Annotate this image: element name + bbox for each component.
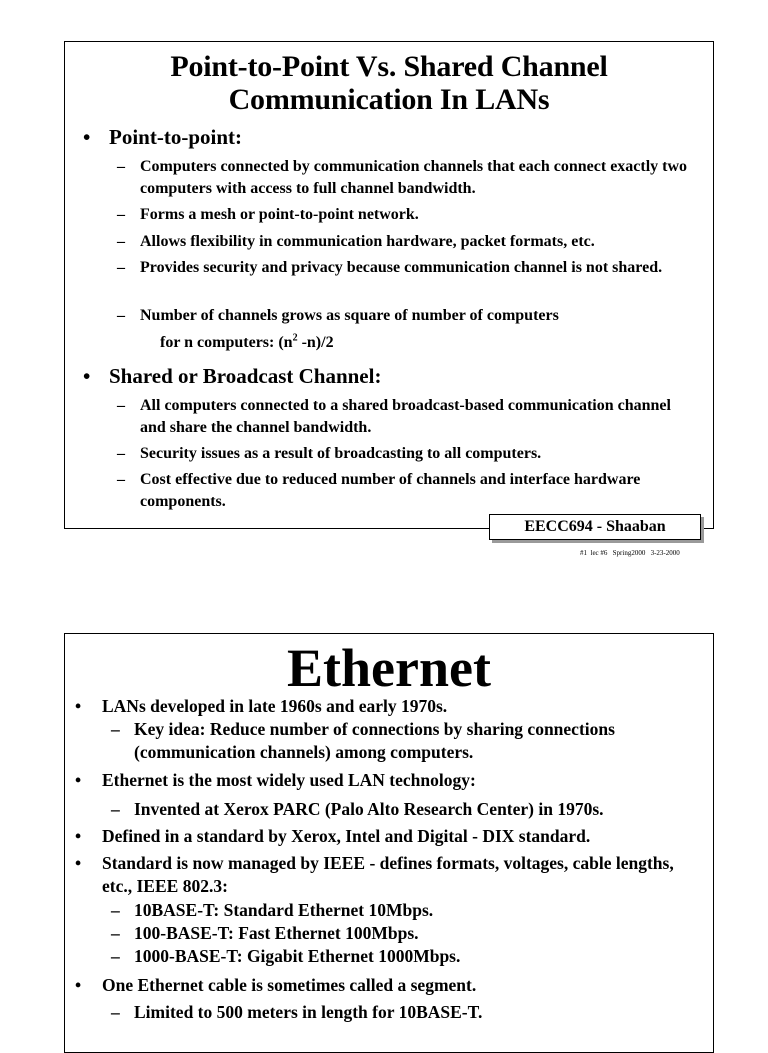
dash-icon: – (111, 1002, 120, 1022)
course-tag: EECC694 - Shaaban (489, 514, 701, 540)
bullet-heading: Shared or Broadcast Channel: (109, 364, 382, 388)
list-item-text: 1000-BASE-T: Gigabit Ethernet 1000Mbps. (134, 946, 461, 966)
formula-exponent: 2 (292, 332, 298, 344)
list-item-text: Limited to 500 meters in length for 10BASE-T. (134, 1002, 483, 1022)
list-item (117, 257, 697, 279)
slide-point-to-point-vs-shared (64, 41, 714, 535)
list-item (111, 922, 701, 945)
list-item-text: All computers connected to a shared broadcast-based communication channel and share the channel bandwidth. (140, 397, 671, 436)
list-item (117, 231, 697, 253)
list-item (75, 974, 695, 997)
dash-icon: – (117, 471, 125, 488)
dash-icon: – (111, 900, 120, 920)
list-item-text: Defined in a standard by Xerox, Intel and Digital - DIX standard. (102, 826, 591, 846)
dash-icon: – (111, 799, 120, 819)
list-item-text: LANs developed in late 1960s and early 1970s. (102, 696, 448, 716)
dash-icon: – (117, 397, 125, 414)
dash-icon: – (117, 206, 125, 223)
dash-icon: – (111, 719, 120, 739)
slide-title: Ethernet (287, 638, 491, 698)
title-line: Point-to-Point Vs. Shared Channel (170, 50, 608, 83)
list-item-text: Allows flexibility in communication hardware, packet formats, etc. (140, 233, 595, 250)
bullet-heading: Point-to-point: (109, 125, 242, 149)
formula-suffix: -n)/2 (297, 333, 334, 351)
list-item-text: 100-BASE-T: Fast Ethernet 100Mbps. (134, 923, 419, 943)
dash-icon: – (117, 158, 125, 175)
list-item (117, 156, 697, 199)
list-item (117, 395, 697, 438)
list-item (117, 443, 697, 465)
bullet-icon: • (75, 975, 82, 995)
list-item-text: Number of channels grows as square of number of computers (140, 307, 559, 324)
formula-prefix: for n computers: (n (160, 333, 293, 351)
list-item-text: Ethernet is the most widely used LAN technology: (102, 770, 476, 790)
bullet-icon: • (75, 853, 82, 873)
list-item (111, 899, 701, 922)
slide-number: #1 lec #6 Spring2000 3-23-2000 (580, 549, 680, 557)
list-item (117, 469, 697, 512)
list-item (75, 695, 695, 718)
list-item-text: Computers connected by communication channels that each connect exactly two computers with access to full channel bandwidth. (140, 158, 688, 197)
list-item-text: Invented at Xerox PARC (Palo Alto Research Center) in 1970s. (134, 799, 604, 819)
list-item (117, 204, 697, 226)
list-item-text: Key idea: Reduce number of connections by sharing connections (communication channels) among computers. (134, 719, 615, 762)
bullet-icon: • (83, 364, 91, 388)
dash-icon: – (117, 233, 125, 250)
bullet-shared-channel (83, 364, 381, 388)
list-item (75, 769, 695, 792)
list-item (111, 798, 701, 821)
bullet-icon: • (75, 696, 82, 716)
slide-ethernet (64, 633, 714, 1053)
dash-icon: – (111, 946, 120, 966)
list-item-text: One Ethernet cable is sometimes called a segment. (102, 975, 477, 995)
list-item (111, 1001, 701, 1024)
dash-icon: – (117, 445, 125, 462)
dash-icon: – (111, 923, 120, 943)
dash-icon: – (117, 307, 125, 324)
formula (160, 332, 697, 354)
list-item-text: Standard is now managed by IEEE - defines formats, voltages, cable lengths, etc., IEEE 802.3: (102, 853, 674, 896)
slide-title (65, 50, 713, 116)
list-item (75, 852, 695, 898)
bullet-icon: • (75, 826, 82, 846)
dash-icon: – (117, 259, 125, 276)
bullet-icon: • (75, 770, 82, 790)
list-item-text: 10BASE-T: Standard Ethernet 10Mbps. (134, 900, 434, 920)
bullet-point-to-point (83, 125, 242, 149)
list-item-text: Cost effective due to reduced number of channels and interface hardware components. (140, 471, 641, 510)
list-item-text: Forms a mesh or point-to-point network. (140, 206, 419, 223)
bullet-icon: • (83, 125, 91, 149)
list-item (75, 825, 695, 848)
list-item-text: Provides security and privacy because communication channel is not shared. (140, 259, 663, 276)
title-line: Communication In LANs (228, 83, 550, 116)
list-item-text: Security issues as a result of broadcasting to all computers. (140, 445, 542, 462)
list-item (111, 945, 701, 968)
list-item (111, 718, 701, 764)
list-item (117, 305, 697, 353)
